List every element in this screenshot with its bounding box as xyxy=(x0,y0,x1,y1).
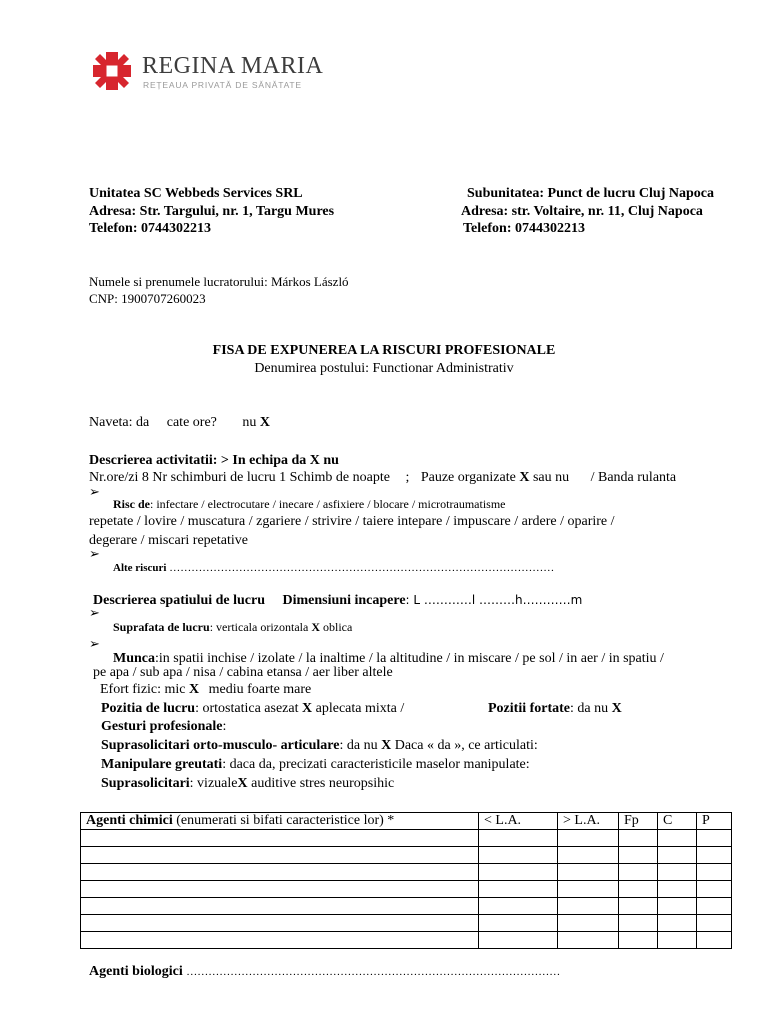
pauze-mark: X xyxy=(519,470,530,485)
gesturi-colon: : xyxy=(222,719,227,734)
worker-cnp: CNP: 1900707260023 xyxy=(89,291,206,306)
subunit-name: Subunitatea: Punct de lucru Cluj Napoca xyxy=(467,186,714,201)
fortate-value: : da nu xyxy=(570,701,609,716)
activity-line xyxy=(89,470,676,486)
document-title: FISA DE EXPUNEREA LA RISCURI PROFESIONALE xyxy=(212,343,556,358)
dimensions-label: Dimensiuni incapere xyxy=(282,593,406,608)
efort-label: Efort fizic: mic xyxy=(100,682,186,697)
brand-tagline: REȚEAUA PRIVATĂ DE SĂNĂTATE xyxy=(143,80,302,90)
pozitia-rest: aplecata mixta / xyxy=(315,701,405,716)
banda-rulanta: / Banda rulanta xyxy=(590,470,677,485)
alte-riscuri-row xyxy=(113,562,554,574)
subunit-address: Adresa: str. Voltaire, nr. 11, Cluj Napoca xyxy=(461,204,703,219)
job-title: Denumirea postului: Functionar Administrativ xyxy=(254,361,514,376)
supra-rest: Daca « da », ce articulati: xyxy=(394,738,538,753)
subunit-phone: Telefon: 0744302213 xyxy=(463,221,585,236)
naveta-label: Naveta: da xyxy=(89,415,150,430)
table-row xyxy=(81,847,732,864)
pauze-label: Pauze organizate xyxy=(420,470,516,485)
agents-header-bold: Agenti chimici xyxy=(86,813,173,828)
table-row xyxy=(81,932,732,949)
suprafata-value: : verticala orizontala xyxy=(209,620,309,634)
col-above-la: > L.A. xyxy=(558,813,619,830)
unit-address: Adresa: Str. Targului, nr. 1, Targu Mures xyxy=(89,204,335,219)
naveta-mark: X xyxy=(259,415,270,430)
table-header-row xyxy=(81,813,732,830)
naveta-hours: cate ore? xyxy=(166,415,217,430)
suprafata-rest: oblica xyxy=(322,620,353,634)
table-row xyxy=(81,915,732,932)
workspace-row xyxy=(93,593,582,609)
unit-phone: Telefon: 0744302213 xyxy=(89,221,211,236)
table-row xyxy=(81,864,732,881)
table-row xyxy=(81,898,732,915)
manipulare-label: Manipulare greutati xyxy=(101,757,223,772)
pozitia-label: Pozitia de lucru xyxy=(101,701,196,716)
naveta-nu: nu xyxy=(242,415,257,430)
brand-name: REGINA MARIA xyxy=(142,53,324,79)
supra2-rest: auditive stres neuropsihic xyxy=(251,776,395,791)
arrow-bullet-icon: ➢ xyxy=(89,606,100,621)
col-fp: Fp xyxy=(619,813,658,830)
risc-label: Risc de xyxy=(113,497,150,511)
pozitia-mark: X xyxy=(302,701,313,716)
manipulare-value: : daca da, precizati caracteristicile maselor manipulate: xyxy=(222,757,530,772)
worker-name: Numele si prenumele lucratorului: Márkos László xyxy=(89,274,349,289)
munca-line2: pe apa / sub apa / nisa / cabina etansa / aer liber altele xyxy=(93,665,393,680)
dimensions-value: : L …………l ………h…………m xyxy=(405,593,583,607)
suprafata-label: Suprafata de lucru xyxy=(113,620,210,634)
supra-label: Suprasolicitari orto-musculo- articulare xyxy=(101,738,340,753)
risc-line3: degerare / miscari repetative xyxy=(89,533,248,548)
activity-heading: Descrierea activitatii: > In echipa da X nu xyxy=(89,453,339,468)
red-cross-star-icon xyxy=(91,50,133,92)
arrow-bullet-icon: ➢ xyxy=(89,547,100,562)
munca-label: Munca xyxy=(113,651,155,666)
alte-dots: …………………………………………………………………………………………… xyxy=(169,562,555,574)
risc-list: : infectare / electrocutare / inecare / asfixiere / blocare / microtraumatisme xyxy=(150,497,506,511)
suprafata-row xyxy=(113,620,352,635)
col-c: C xyxy=(658,813,697,830)
agents-header-cell xyxy=(81,813,479,830)
shift-info: Nr.ore/zi 8 Nr schimburi de lucru 1 Schimb de noapte xyxy=(89,470,390,485)
efort-rest: mediu foarte mare xyxy=(208,682,312,697)
gesturi-row xyxy=(101,719,226,735)
manipulare-row xyxy=(101,757,530,773)
supra-row xyxy=(101,738,538,754)
naveta-row xyxy=(89,415,270,431)
bio-agents-row xyxy=(89,964,560,980)
gesturi-label: Gesturi profesionale xyxy=(101,719,223,734)
fortate-row xyxy=(488,701,622,717)
pauze-rest: sau nu xyxy=(532,470,570,485)
arrow-bullet-icon: ➢ xyxy=(89,637,100,652)
supra-mark: X xyxy=(381,738,392,753)
risc-line2: repetate / lovire / muscatura / zgariere / strivire / taiere intepare / impuscare / ardere / oparire / xyxy=(89,514,615,529)
table-row xyxy=(81,881,732,898)
bio-agents-dots: ………………………………………………………………………………………… xyxy=(186,966,561,978)
pozitia-row xyxy=(101,701,404,717)
fortate-label: Pozitii fortate xyxy=(488,701,571,716)
col-p: P xyxy=(697,813,732,830)
supra2-row xyxy=(101,776,394,792)
bio-agents-label: Agenti biologici xyxy=(89,964,183,979)
agents-header-rest: (enumerati si bifati caracteristice lor) * xyxy=(172,813,395,828)
efort-row xyxy=(100,682,311,698)
supra2-label: Suprasolicitari xyxy=(101,776,190,791)
supra2-mark: X xyxy=(237,776,248,791)
col-below-la: < L.A. xyxy=(479,813,558,830)
munca-line1: :in spatii inchise / izolate / la inaltime / la altitudine / in miscare / pe sol / in aer / in spatiu / xyxy=(155,651,664,666)
supra2-value: : vizuale xyxy=(189,776,238,791)
workspace-heading: Descrierea spatiului de lucru xyxy=(93,593,266,608)
separator: ; xyxy=(405,470,410,485)
suprafata-mark: X xyxy=(311,620,320,634)
alte-label: Alte riscuri xyxy=(113,562,167,574)
pozitia-value: : ortostatica asezat xyxy=(195,701,299,716)
arrow-bullet-icon: ➢ xyxy=(89,485,100,500)
supra-value: : da nu xyxy=(339,738,378,753)
chemical-agents-table xyxy=(80,812,732,949)
unit-name: Unitatea SC Webbeds Services SRL xyxy=(89,186,303,201)
efort-mark: X xyxy=(189,682,200,697)
risc-row xyxy=(113,497,505,512)
fortate-mark: X xyxy=(611,701,622,716)
table-row xyxy=(81,830,732,847)
